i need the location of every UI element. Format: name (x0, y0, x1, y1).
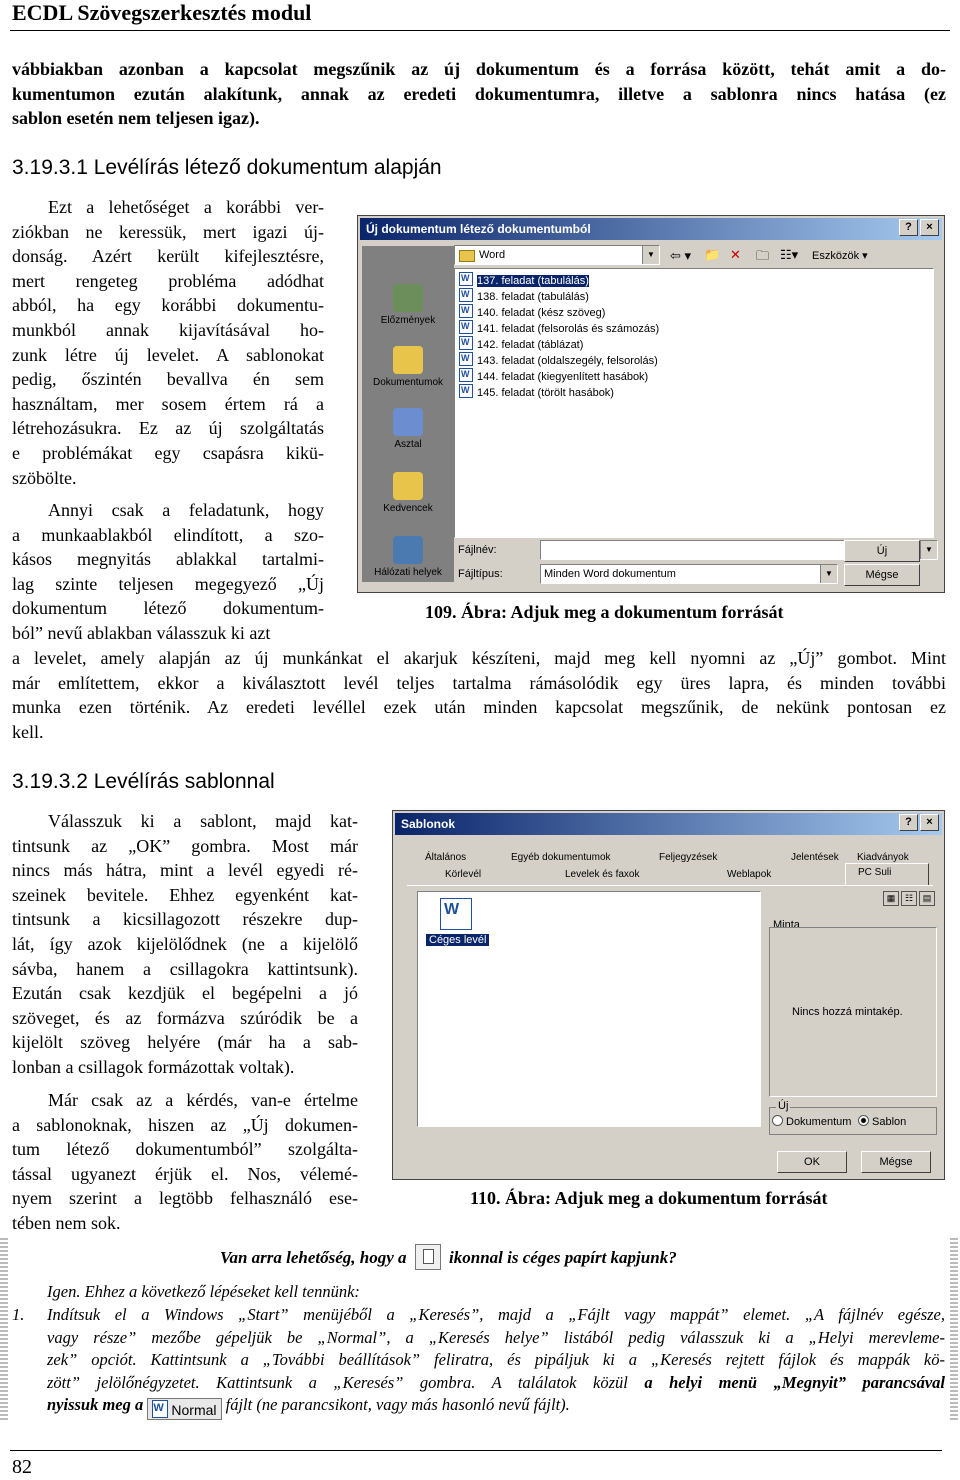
header-rule (10, 30, 950, 31)
word-doc-icon (459, 320, 473, 334)
text-line: e problémákat egy csapásra kikü- (12, 442, 324, 463)
text-line: nyem szerint a legtöbb felhasználó ese- (12, 1188, 358, 1209)
places-history[interactable] (362, 284, 454, 326)
chevron-down-icon[interactable]: ▼ (920, 541, 937, 559)
text-line: ziókban ne keressük, mert igazi új- (12, 221, 324, 242)
chevron-down-icon[interactable]: ▼ (642, 246, 659, 264)
template-list (417, 891, 761, 1127)
tab-reports[interactable]: Jelentések (791, 852, 839, 863)
close-button[interactable]: × (920, 814, 939, 831)
tools-menu[interactable]: Eszközök ▾ (812, 250, 868, 262)
normal-file-icon: W Normal (147, 1398, 221, 1420)
text-line: mert rengeteg probléma adódhat (12, 270, 324, 291)
places-label: Előzmények (380, 315, 436, 326)
preview-text: Nincs hozzá mintakép. (792, 1006, 903, 1018)
word-doc-icon (459, 304, 473, 318)
tools-label: Eszközök (812, 250, 860, 262)
chevron-down-icon[interactable]: ▼ (820, 565, 837, 583)
text-line: vábbiakban azonban a kapcsolat megszűnik az új dokumentum és a forrása között, tehát amit a do- (12, 59, 946, 79)
back-icon[interactable]: ⇦ ▾ (670, 248, 692, 263)
text-line: már említettem, ekkor a kiválasztott levél teljes tartalma rámásolódik egy üres lapra, és minden további (12, 672, 946, 693)
text-line: kell. (12, 721, 44, 742)
bold-segment: a helyi menü „Megnyit” parancsával (644, 1372, 945, 1392)
list-item[interactable] (459, 304, 605, 319)
text-line: tében nem sok. (12, 1212, 121, 1233)
list-item[interactable] (459, 336, 583, 351)
text-line: tintsunk az „OK” gombra. Most már (12, 835, 358, 856)
bold-segment: nyissuk meg a (47, 1395, 144, 1414)
tip-question (220, 1244, 677, 1270)
section-heading-3-19-3-1: 3.19.3.1 Levélírás létező dokumentum alapján (12, 156, 442, 179)
new-group-box (769, 1100, 937, 1135)
file-name: 138. feladat (tabulálás) (477, 291, 589, 303)
section2-paragraph-1 (12, 809, 358, 1080)
file-name: 143. feladat (oldalszegély, felsorolás) (477, 355, 658, 367)
text-line: a levelet, amely alapján az új munkánkat el akarjuk készíteni, majd meg kell nyomni az „Új” gombot. Mint (12, 648, 946, 668)
details-view-icon[interactable]: ▤ (919, 891, 935, 906)
word-template-icon[interactable]: W (440, 898, 472, 930)
dialog-title: Sablonok (401, 817, 456, 831)
text-line: lag szinte teljesen megegyező „Új (12, 573, 324, 594)
large-icons-view-icon[interactable]: ▦ (883, 891, 899, 906)
documents-folder-icon (393, 346, 423, 374)
ok-button[interactable]: OK (777, 1151, 847, 1173)
figure-109-caption: 109. Ábra: Adjuk meg a dokumentum forrását (425, 602, 784, 622)
network-icon (393, 536, 423, 564)
file-name: 145. feladat (törölt hasábok) (477, 387, 614, 399)
file-list (454, 268, 934, 538)
close-button[interactable]: × (920, 219, 939, 236)
text-line: abból, ha egy korábbi dokumentu- (12, 295, 324, 316)
file-name: 142. feladat (táblázat) (477, 339, 584, 351)
word-doc-icon (459, 288, 473, 302)
section1-paragraph-2 (12, 498, 324, 646)
text-line: tással ugyanezt érjük el. Nos, vélemé- (12, 1163, 358, 1184)
template-radio[interactable] (858, 1115, 906, 1128)
places-favorites[interactable] (362, 472, 454, 514)
new-folder-icon[interactable]: 🗀 (756, 248, 770, 263)
tab-pc-suli-active[interactable] (845, 863, 929, 886)
radio-checked-icon (858, 1115, 869, 1126)
text-segment: zött” jelölőnégyzetet. Kattintsunk a „Keresés” gombra. A találatok közül (47, 1372, 628, 1392)
help-button[interactable]: ? (899, 814, 918, 831)
filetype-label: Fájltípus: (458, 568, 503, 580)
word-doc-icon (459, 272, 473, 286)
new-from-existing-dialog (357, 215, 945, 593)
help-button[interactable]: ? (899, 219, 918, 236)
text-line: zunk létre új levelet. A sablonokat (12, 344, 324, 365)
text-line: Ezután csak kezdjük el begépelni a jó (12, 983, 358, 1004)
text-line: kumentumon ezután alakítunk, annak az eredeti dokumentumra, illetve a sablonra nincs hatása (ez (12, 83, 946, 104)
word-doc-icon (459, 368, 473, 382)
tab-letters-faxes[interactable]: Levelek és faxok (565, 869, 640, 880)
view-buttons (795, 891, 935, 904)
figure-110-caption: 110. Ábra: Adjuk meg a dokumentum forrását (470, 1188, 828, 1208)
tab-general[interactable]: Általános (425, 852, 467, 863)
favorites-icon (393, 472, 423, 500)
cancel-button[interactable]: Mégse (844, 564, 920, 586)
tip-border-left (0, 1238, 8, 1420)
tab-divider (407, 885, 933, 886)
normal-file-label: Normal (171, 1402, 217, 1418)
file-name: 137. feladat (tabulálás) (477, 275, 589, 287)
tab-publications[interactable]: Kiadványok (857, 852, 909, 863)
file-name: 141. feladat (felsorolás és számozás) (477, 323, 660, 335)
places-bar (362, 246, 454, 582)
radio-icon (772, 1115, 783, 1126)
text-line: tintsunk a kicsillagozott részekre dup- (12, 909, 358, 930)
text-line: létrehozásukra. Ez az új szolgáltatás (12, 418, 324, 439)
dialog-title: Új dokumentum létező dokumentumból (366, 222, 591, 236)
radio-label: Sablon (872, 1116, 907, 1128)
preview-label: Minta (773, 919, 800, 931)
list-view-icon[interactable]: ☷ (901, 891, 917, 906)
text-line (47, 1372, 945, 1395)
list-item[interactable] (459, 288, 589, 303)
filetype-value: Minden Word dokumentum (544, 568, 676, 580)
word-doc-icon (459, 352, 473, 366)
place-select[interactable] (454, 245, 660, 265)
word-doc-icon (459, 384, 473, 398)
text-line: Már csak az a kérdés, van-e értelme (48, 1090, 358, 1110)
list-item[interactable] (459, 384, 614, 399)
tip-step-text (47, 1304, 945, 1420)
places-label: Kedvencek (383, 503, 433, 514)
document-radio[interactable] (772, 1115, 851, 1128)
text-line: lonban a csillagok formázottak voltak). (12, 1056, 295, 1077)
tab-label: PC Suli (858, 867, 892, 878)
tip-step-number: 1. (12, 1305, 25, 1324)
section2-paragraph-2 (12, 1088, 358, 1236)
text-line: nincs más hátra, mint a levél egyedi ré- (12, 860, 358, 881)
tab-mail-merge[interactable]: Körlevél (445, 869, 482, 880)
places-label: Dokumentumok (372, 377, 444, 388)
history-icon (393, 284, 423, 312)
folder-icon (459, 250, 475, 262)
new-button[interactable]: Új (844, 540, 920, 562)
intro-paragraph (12, 57, 946, 131)
text-line: vagy része” mezőbe gépeljük be „Normal”, a „Keresés helye” listából pedig válasszuk ki a „Helyi merevleme- (47, 1327, 945, 1347)
delete-icon[interactable]: ✕ (730, 247, 741, 262)
places-desktop[interactable] (362, 408, 454, 450)
text-line: Annyi csak a feladatunk, hogy (48, 500, 324, 520)
list-item[interactable] (459, 272, 589, 287)
dialog-title-bar (395, 813, 942, 835)
file-name: 144. feladat (kiegyenlített hasábok) (477, 371, 649, 383)
views-icon[interactable]: ☷▾ (780, 247, 799, 262)
text-line: sablon esetén nem teljesen igaz). (12, 108, 260, 129)
list-item[interactable] (459, 368, 648, 383)
text-line: szöveget, és az formázva szúródik be a (12, 1007, 358, 1028)
text-line: kásos megnyitás ablakkal tartalmi- (12, 549, 324, 570)
text-line: dokumentum létező dokumentum- (12, 598, 324, 619)
text-line: donság. Azért került kifejlesztésre, (12, 246, 324, 267)
text-line: munkból annak kijavításával ho- (12, 319, 324, 340)
list-item[interactable] (459, 352, 658, 367)
text-line: tum létező dokumentumból” szolgálta- (12, 1139, 358, 1160)
tab-web-pages[interactable]: Weblapok (727, 869, 772, 880)
templates-dialog (392, 810, 945, 1180)
filename-label: Fájlnév: (458, 544, 497, 556)
text-line: ból” nevű ablakban válasszuk ki azt (12, 622, 271, 643)
text-line: szeinek bevitele. Ehhez egyenként kat- (12, 884, 358, 905)
radio-label: Dokumentum (786, 1116, 852, 1128)
tip-question-end: ikonnal is céges papírt kapjunk? (449, 1248, 677, 1267)
section1-paragraph-1 (12, 195, 324, 490)
new-group-label: Új (778, 1100, 789, 1112)
text-line: Ezt a lehetőséget a korábbi ver- (48, 197, 324, 217)
places-network[interactable] (362, 536, 454, 578)
filetype-select[interactable] (540, 564, 838, 584)
section1-paragraph-2-continued (12, 646, 946, 744)
places-label: Asztal (394, 439, 422, 450)
places-documents[interactable] (362, 346, 454, 388)
text-line: kijelölt szöveg helyére (már ha a sab- (12, 1032, 358, 1053)
text-line: Válasszuk ki a sablont, majd kat- (48, 811, 358, 831)
text-line: használtam, mer sosem értem rá a (12, 393, 324, 414)
text-line: zek” opciót. Kattintsunk a „További beállítások” feliratra, és pipáljuk ki a „Keresés rejtett fájlok és mappák kö- (47, 1350, 945, 1369)
text-line: szöbölte. (12, 467, 77, 488)
text-line: Indítsuk el a Windows „Start” menüjéből a „Keresés”, majd a „Fájlt vagy mappát” elemet. „A fájlnév egésze, (47, 1305, 945, 1324)
tip-question-start: Van arra lehetőség, hogy a (220, 1248, 407, 1267)
page-number: 82 (12, 1456, 32, 1478)
preview-box (769, 927, 937, 1097)
text-line: lát, így azok kijelölődnek (ne a kijelölő (12, 933, 358, 954)
cancel-button[interactable]: Mégse (861, 1151, 931, 1173)
file-name: 140. feladat (kész szöveg) (477, 307, 606, 319)
list-item[interactable] (459, 320, 659, 335)
text-line (47, 1394, 945, 1420)
tip-border-right (950, 1238, 958, 1420)
word-doc-icon (459, 336, 473, 350)
template-item-label[interactable]: Céges levél (426, 934, 489, 946)
text-line: munka ezen történik. Az eredeti levéllel ezek után minden kapcsolat megszűnik, de nekünk pontosan ez (12, 697, 946, 718)
place-value: Word (479, 249, 506, 261)
places-label: Hálózati helyek (374, 567, 442, 578)
text-segment: fájlt (ne parancsikont, vagy más hasonló nevű fájlt). (225, 1395, 570, 1414)
desktop-icon (393, 408, 423, 436)
text-line: a munkaablakból elindított, a szo- (12, 524, 324, 545)
text-line: a sablonoknak, hiszen az „Új dokumen- (12, 1114, 358, 1135)
footer-rule (10, 1450, 942, 1451)
tab-other-documents[interactable]: Egyéb dokumentumok (511, 852, 611, 863)
tip-answer-intro: Igen. Ehhez a következő lépéseket kell tennünk: (47, 1282, 360, 1301)
page-header-title: ECDL Szövegszerkesztés modul (12, 0, 312, 25)
section-heading-3-19-3-2: 3.19.3.2 Levélírás sablonnal (12, 770, 275, 793)
up-folder-icon[interactable]: 📁 (704, 247, 721, 262)
dialog-title-bar (360, 218, 942, 240)
new-document-icon (415, 1244, 441, 1270)
text-line: sávba, hanem a csillagokra kattintsunk). (12, 958, 358, 979)
text-line: pedig, őszintén bevallva én sem (12, 369, 324, 390)
tab-memos[interactable]: Feljegyzések (659, 852, 718, 863)
